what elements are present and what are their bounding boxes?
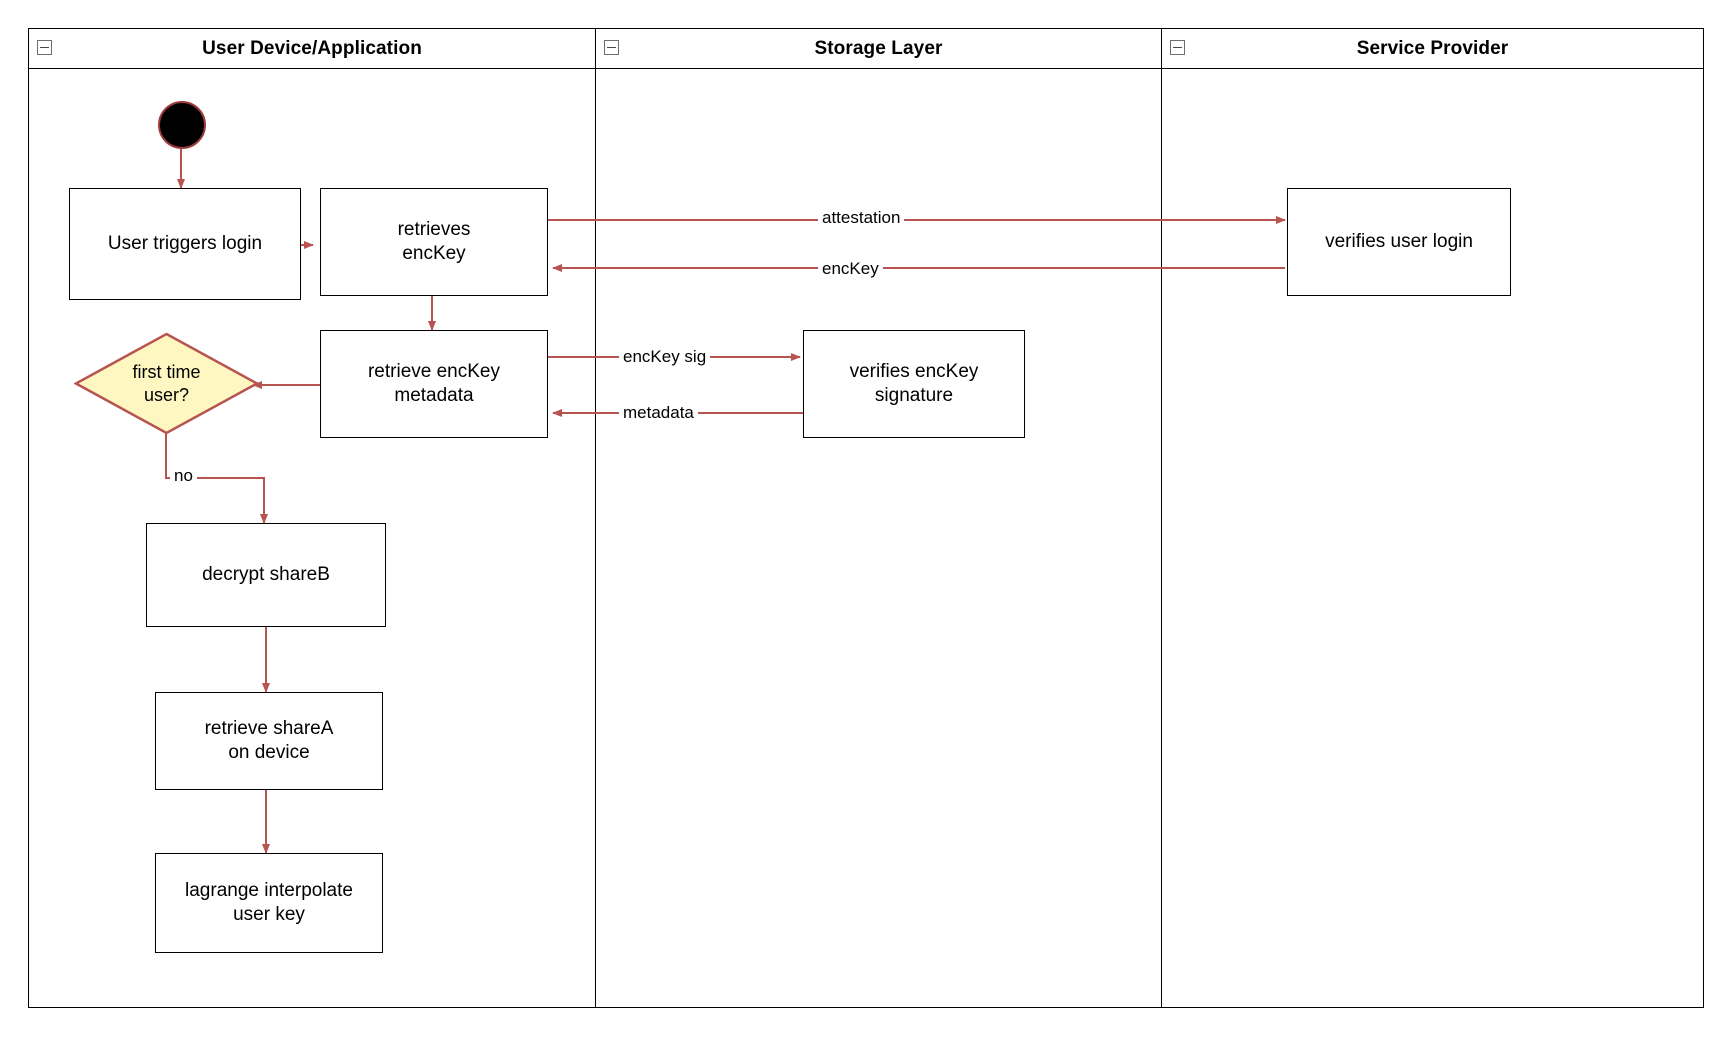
node-label: verifies user login xyxy=(1325,230,1473,252)
node-label-line2: on device xyxy=(228,742,310,763)
node-retrieves-enckey[interactable] xyxy=(320,188,548,296)
node-label-line2: signature xyxy=(874,385,954,406)
swimlane-service-provider[interactable] xyxy=(1161,28,1704,1008)
edge-label-enckey-sig: encKey sig xyxy=(619,347,710,367)
node-label-line1: retrieve shareA xyxy=(204,717,334,739)
collapse-minus-icon[interactable] xyxy=(604,40,619,55)
edge-label-no: no xyxy=(170,466,197,486)
collapse-minus-icon[interactable] xyxy=(37,40,52,55)
swimlane-title-storage-layer: Storage Layer xyxy=(814,37,943,59)
swimlane-header-storage-layer xyxy=(596,29,1161,69)
node-label-line1: retrieve encKey xyxy=(367,360,500,382)
start-node[interactable] xyxy=(158,101,206,149)
node-label-line1: lagrange interpolate xyxy=(185,879,353,901)
node-decrypt-shareb[interactable] xyxy=(146,523,386,627)
node-label-line2: user? xyxy=(143,384,189,405)
node-verifies-enckey-signature[interactable] xyxy=(803,330,1025,438)
edge-label-attestation: attestation xyxy=(818,208,904,228)
swimlane-header-user-device-application xyxy=(29,29,595,69)
node-retrieve-sharea-on-device[interactable] xyxy=(155,692,383,790)
edge-label-metadata: metadata xyxy=(619,403,698,423)
node-label-line2: encKey xyxy=(402,243,466,264)
node-label-line1: first time xyxy=(132,362,201,382)
collapse-minus-icon[interactable] xyxy=(1170,40,1185,55)
node-label-line2: user key xyxy=(233,904,305,925)
node-lagrange-interpolate-user-key[interactable] xyxy=(155,853,383,953)
swimlane-header-service-provider xyxy=(1162,29,1703,69)
node-label-line1: retrieves xyxy=(397,218,471,240)
node-label: decrypt shareB xyxy=(202,563,330,585)
node-label-line2: metadata xyxy=(394,385,474,406)
node-label-line1: verifies encKey xyxy=(849,360,979,382)
swimlane-title-service-provider: Service Provider xyxy=(1356,37,1509,59)
swimlane-storage-layer[interactable] xyxy=(595,28,1162,1008)
edge-label-enckey: encKey xyxy=(818,259,883,279)
node-verifies-user-login[interactable] xyxy=(1287,188,1511,296)
node-first-time-user-decision[interactable] xyxy=(74,332,259,435)
swimlane-title-user-device-application: User Device/Application xyxy=(202,37,422,59)
node-user-triggers-login[interactable] xyxy=(69,188,301,300)
node-label: User triggers login xyxy=(107,232,263,254)
diamond-shape xyxy=(74,332,259,435)
node-retrieve-enckey-metadata[interactable] xyxy=(320,330,548,438)
